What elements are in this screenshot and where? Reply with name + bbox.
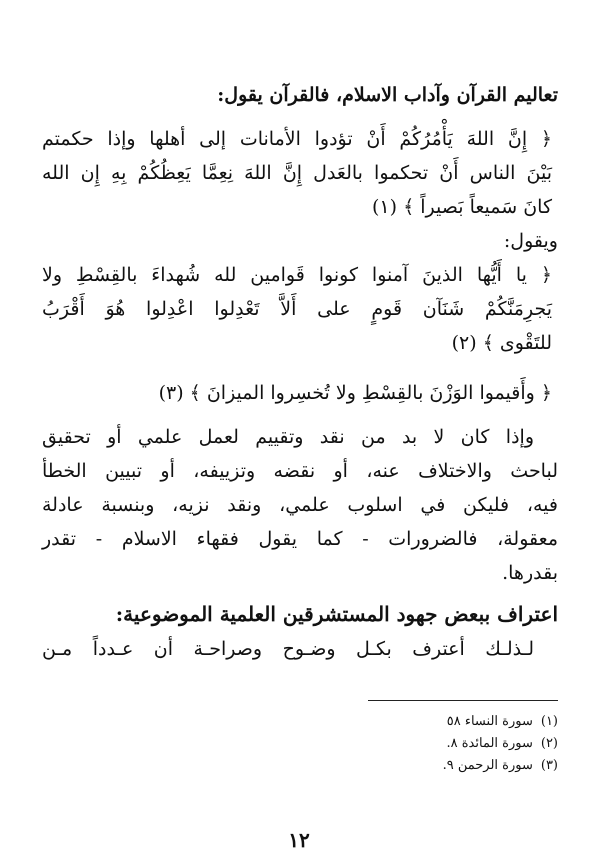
quote3-line: ﴿ وأَقيموا الوَزْنَ بالقِسْطِ ولا تُخسِروا الميزانَ ﴾ (٣) — [158, 382, 552, 404]
body-line-4: معقولة، فالضرورات - كما يقول فقهاء الاسلام - تقدر — [42, 528, 558, 550]
section-heading: اعتراف ببعض جهود المستشرقين العلمية الموضوعية: — [115, 602, 558, 626]
footnote-text: سورة المائدة ٨. — [446, 736, 533, 751]
quote1-line-1: ﴿ إِنَّ اللهَ يَأْمُرُكُمْ أَنْ تؤدوا الأمانات إلى أهلها وإذا حكمتم — [42, 128, 552, 150]
footnote-number: (٢) — [540, 736, 558, 751]
footnotes — [42, 711, 558, 777]
quote2-line-3: للتَقْوى ﴾ (٢) — [451, 332, 552, 354]
body-line-3: فيه، فليكن في اسلوب علمي، ونقد نزيه، وبنسبة عادلة — [42, 494, 558, 516]
footnote-2 — [42, 733, 558, 755]
intro-line: تعاليم القرآن وآداب الاسلام، فالقرآن يقول: — [217, 84, 558, 106]
footnote-number: (١) — [540, 714, 558, 729]
quote1-line-2: بَيْنَ الناس أَنْ تحكموا بالعَدل إِنَّ اللهَ نِعِمَّا يَعِظُكُمْ بِهِ إِن الله — [42, 162, 552, 184]
page-number: ١٢ — [288, 828, 310, 852]
says-line: ويقول: — [503, 230, 558, 252]
footnote-3 — [42, 755, 558, 777]
quote1-line-3: كانَ سَميعاً بَصيراً ﴾ (١) — [372, 196, 552, 218]
body-line-5: بقدرها. — [502, 562, 558, 584]
footnote-number: (٣) — [540, 758, 558, 773]
last-line: لـذلـك أعترف بكـل وضـوح وصراحـة أن عـدداً مـن — [42, 638, 534, 660]
quote2-line-1: ﴿ يا أَيُّها الذينَ آمنوا كونوا قَوامين لله شُهداءَ بالقِسْطِ ولا — [42, 264, 552, 286]
page-body — [42, 78, 558, 867]
body-line-1: وإذا كان لا بد من نقد وتقييم لعمل علمي أو تحقيق — [42, 426, 534, 448]
quote2-line-2: يَجرِمَنَّكُمْ شَنَآن قَومٍ على أَلاَّ تَعْدِلوا اعْدِلوا هُوَ أَقْرَبُ — [42, 298, 552, 320]
footnote-divider — [368, 700, 558, 701]
footnote-1 — [42, 711, 558, 733]
body-line-2: لباحث والاختلاف عنه، أو نقضه وتزييفه، أو تبيين الخطأ — [42, 460, 558, 482]
footnote-text: سورة النساء ٥٨ — [446, 714, 533, 729]
footnote-text: سورة الرحمن ٩. — [442, 758, 533, 773]
